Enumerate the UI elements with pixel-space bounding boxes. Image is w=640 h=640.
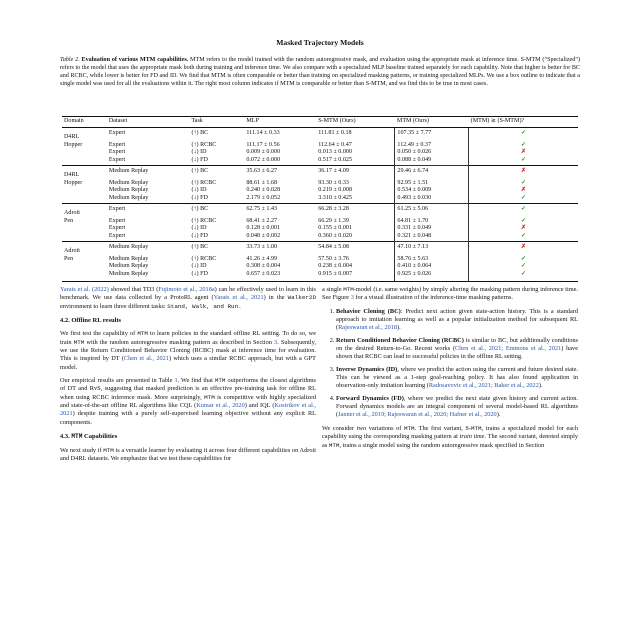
table-row [62, 180, 578, 188]
mlp-cell: 0.009 ± 0.000 [246, 149, 281, 156]
check-icon: ✓ [521, 157, 527, 163]
mlp-cell: 111.14 ± 0.33 [244, 127, 316, 141]
citation-link[interactable]: Kostrikov et al., 2021 [60, 402, 316, 418]
dataset-cell: Expert [108, 149, 126, 156]
task-cell: (↑) RCBC [191, 141, 217, 148]
table-row [62, 165, 578, 179]
mlp-cell: 41.26 ± 4.99 [246, 255, 278, 262]
dataset-cell: Expert [108, 217, 126, 224]
task-cell: (↑) RCBC [191, 217, 217, 224]
mlp-cell: 33.73 ± 1.00 [244, 241, 316, 255]
mlp-cell: 0.128 ± 0.001 [246, 225, 281, 232]
domain-cell: Pen [64, 255, 74, 262]
mlp-cell: 2.179 ± 0.052 [246, 195, 281, 201]
table-row [62, 233, 578, 241]
dataset-cell: Medium Replay [107, 165, 190, 179]
mtm-cell: 58.76 ± 5.63 [395, 256, 469, 264]
cross-icon: ✗ [469, 165, 578, 179]
smtm-cell: 93.30 ± 0.33 [318, 179, 349, 186]
task-cell: (↓) ID [191, 263, 207, 270]
citation-link[interactable]: Rajeswaran et al., 2018 [338, 324, 398, 332]
masking-paragraph: a single MTM-model (i.e. same weights) by simply altering the masking pattern during inference time. See Figure 3 for a visual illustration of the inference-time masking patterns. [322, 286, 578, 302]
domain-cell: Pen [64, 217, 74, 224]
dataset-cell: Medium Replay [108, 255, 149, 262]
mtm-cell: 107.35 ± 7.77 [395, 127, 469, 141]
header-smtm: S-MTM (Ours) [316, 117, 395, 128]
mtm-cell: 92.95 ± 1.51 [395, 180, 469, 188]
table-row [62, 195, 578, 203]
task-names: Stand, Walk, and Run. [167, 302, 242, 310]
task-cell: (↓) ID [191, 187, 207, 194]
table-row [62, 241, 578, 255]
mlp-cell: 0.657 ± 0.023 [244, 271, 316, 281]
task-cell: (↑) BC [189, 165, 244, 179]
smtm-cell: 112.64 ± 0.47 [318, 141, 352, 148]
dataset-cell: Medium Replay [107, 241, 190, 255]
check-icon: ✓ [521, 195, 527, 201]
list-item-rcbc: 2. Return Conditioned Behavior Cloning (RCBC) is similar to BC, but additionally conditions on the desired Return-to-Go. Recent works (Chen et al., 2021; Emmons et al., 2021) have shown that RCBC can lead to successful policies in the offline RL setting. [336, 337, 578, 362]
table-row [62, 142, 578, 150]
smtm-cell: 111.81 ± 0.18 [316, 127, 395, 141]
left-column [60, 286, 316, 468]
caption-title: Evaluation of various MTM capabilities. [81, 57, 189, 63]
domain-cell [62, 157, 107, 165]
header-mtm: MTM (Ours) [395, 117, 469, 128]
header-dataset: Dataset [107, 117, 190, 128]
check-icon: ✓ [521, 263, 527, 270]
domain-cell [62, 271, 107, 281]
table-row [62, 256, 578, 264]
list-item-fd: 4. Forward Dynamics (FD), where we predict the next state given history and current action. Forward dynamics models are an integral component of several model-based RL algorithms (Janner et al., 2019; Rajeswaran et al., 2020; Hafner et al., 2020). [336, 395, 578, 420]
check-icon: ✓ [521, 179, 527, 186]
smtm-cell: 0.360 ± 0.020 [318, 233, 353, 239]
check-icon: ✓ [469, 127, 578, 141]
dataset-cell: Medium Replay [108, 187, 149, 194]
citation-link[interactable]: Janner et al., 2019; Rajeswaran et al., 2020; Hafner et al., 2020 [338, 411, 497, 419]
smtm-cell: 57.50 ± 3.76 [318, 255, 349, 262]
dataset-cell: Expert [108, 225, 126, 232]
domain-cell: Hopper [64, 141, 83, 148]
header-task: Task [189, 117, 244, 128]
check-icon: ✓ [469, 271, 578, 281]
table-caption [60, 56, 580, 88]
running-head: Masked Trajectory Models [276, 38, 364, 47]
domain-cell: D4RL [62, 165, 107, 179]
section-link[interactable]: 3 [274, 338, 278, 346]
caption-text: MTM refers to the model trained with the random autoregressive mask, and evaluation using the appropriate mask at inference time. S-MTM (“Specialized”) refers to the model that uses the appropriate mask both during training and inference time. We also compare with a specialized MLP baseline trained separately for each capability. Note that higher is better for BC and RCBC, while lower is better for FD and ID. We find that MTM is often comparable or better than training on specialized masking patterns, or training specialized MLPs. We use a box outline to indicate that a single model was used for all the evaluations within it. The right most column indicates if MTM is comparable or better than S-MTM, and we find this to be true in most cases. [60, 57, 580, 88]
mlp-cell: 0.240 ± 0.028 [246, 187, 281, 194]
citation-link[interactable]: Yarats et al. (2022) [60, 286, 109, 293]
table-row [62, 203, 578, 217]
task-cell: (↓) FD [191, 195, 208, 201]
domain-cell [62, 149, 107, 157]
table-row [62, 225, 578, 233]
smtm-cell: 66.28 ± 3.28 [316, 203, 395, 217]
header-comparison: (MTM) ≳ (S-MTM)? [469, 117, 578, 128]
smtm-cell: 54.84 ± 5.08 [316, 241, 395, 255]
table-row [62, 157, 578, 165]
dataset-cell: Expert [108, 157, 126, 163]
task-cell: (↓) ID [191, 225, 207, 232]
env-name: Walker2D [287, 294, 316, 302]
mtm-cell: 0.925 ± 0.026 [395, 271, 469, 281]
check-icon: ✓ [469, 203, 578, 217]
mtm-cell: 47.10 ± 7.13 [395, 241, 469, 255]
dataset-cell: Medium Replay [108, 179, 149, 186]
caption-label: Table 2. [60, 57, 80, 63]
domain-cell: Hopper [64, 179, 83, 186]
smtm-cell: 0.155 ± 0.001 [318, 225, 353, 232]
smtm-cell: 66.29 ± 1.39 [318, 217, 349, 224]
cross-icon: ✗ [521, 149, 527, 156]
mtm-cell: 0.331 ± 0.049 [395, 225, 469, 233]
table-row [62, 127, 578, 141]
domain-cell: Adroit [62, 203, 107, 217]
list-item-id: 3. Inverse Dynamics (ID), where we predict the action using the current and future desired state. This can be viewed as a 1-step goal-reaching policy. It has also found application in observation-only imitation learning (Radosavovic et al., 2021; Baker et al., 2022). [336, 366, 578, 391]
mtm-cell: 0.493 ± 0.030 [395, 195, 469, 203]
cross-icon: ✗ [521, 225, 527, 232]
table-row [62, 263, 578, 271]
task-cell: (↓) FD [191, 233, 208, 239]
mlp-cell: 111.17 ± 0.56 [246, 141, 280, 148]
section-heading-capabilities: 4.3. MTM Capabilities [60, 433, 118, 441]
task-cell: (↑) BC [189, 127, 244, 141]
mlp-cell: 0.048 ± 0.002 [246, 233, 281, 239]
smtm-cell: 0.915 ± 0.007 [316, 271, 395, 281]
dataset-cell: Expert [108, 233, 126, 239]
section-heading-offline-rl: 4.2. Offline RL results [60, 317, 122, 325]
mtm-cell: 0.088 ± 0.049 [395, 157, 469, 165]
citation-link[interactable]: Fujimoto et al., 2018a [158, 286, 215, 293]
domain-cell [62, 225, 107, 233]
domain-cell [62, 263, 107, 271]
citation-link[interactable]: Radosavovic et al., 2021; Baker et al., 2022 [428, 382, 539, 390]
dataset-cell: Expert [108, 141, 126, 148]
domain-cell: D4RL [62, 127, 107, 141]
dataset-cell: Medium Replay [107, 271, 190, 281]
citation-link[interactable]: Chen et al., 2021; Emmons et al., 2021 [455, 345, 562, 353]
right-column [322, 286, 578, 455]
domain-cell: Adroit [62, 241, 107, 255]
table-row [62, 149, 578, 157]
mtm-cell: 0.050 ± 0.026 [395, 149, 469, 157]
check-icon: ✓ [521, 217, 527, 224]
domain-cell [62, 187, 107, 195]
mlp-cell: 68.41 ± 2.27 [246, 217, 278, 224]
table-header-row [62, 117, 578, 128]
check-icon: ✓ [521, 233, 527, 239]
smtm-cell: 3.310 ± 0.425 [318, 195, 353, 201]
results-table [62, 116, 578, 282]
header-mlp: MLP [244, 117, 316, 128]
header-domain: Domain [62, 117, 107, 128]
mtm-cell: 0.321 ± 0.048 [395, 233, 469, 241]
smtm-cell: 0.517 ± 0.025 [318, 157, 353, 163]
mlp-cell: 0.308 ± 0.004 [246, 263, 281, 270]
figure-link[interactable]: 3 [350, 294, 354, 302]
dataset-cell: Medium Replay [108, 195, 149, 201]
walker-paragraph: Yarats et al. (2022) showed that TD3 (Fujimoto et al., 2018a) can be effectively used to learn in this benchmark. We use data collected by a ProtoRL agent (Yarats et al., 2021) in the Walker2D environment to learn three different tasks: Stand, Walk, and Run. [60, 286, 316, 310]
task-cell: (↑) RCBC [191, 179, 217, 186]
domain-cell [62, 195, 107, 203]
smtm-cell: 36.17 ± 4.09 [316, 165, 395, 179]
smtm-cell: 0.219 ± 0.008 [318, 187, 353, 194]
mtm-cell: 29.46 ± 6.74 [395, 165, 469, 179]
task-cell: (↓) FD [191, 157, 208, 163]
task-cell: (↑) BC [189, 203, 244, 217]
check-icon: ✓ [521, 255, 527, 262]
mlp-cell: 88.61 ± 1.68 [246, 179, 278, 186]
task-cell: (↑) RCBC [191, 255, 217, 262]
dataset-cell: Expert [107, 203, 190, 217]
mtm-cell: 0.410 ± 0.064 [395, 263, 469, 271]
list-item-bc: 1. Behavior Cloning (BC): Predict next action given state-action history. This is a standard approach to imitation learning as well as a popular initialization method for subsequent RL (Rajeswaran et al., 2018). [336, 308, 578, 333]
mlp-cell: 0.072 ± 0.000 [246, 157, 281, 163]
mtm-cell: 61.25 ± 5.06 [395, 203, 469, 217]
capabilities-paragraph: We next study if MTM is a versatile learner by evaluating it across four different capabilities on Adroit and D4RL datasets. We emphasize that we test these capabilities for [60, 446, 316, 462]
citation-link[interactable]: Chen et al., 2021 [123, 355, 169, 363]
table-body [62, 127, 578, 281]
mtm-cell: 64.81 ± 1.70 [395, 218, 469, 226]
smtm-cell: 0.013 ± 0.000 [318, 149, 353, 156]
table-row [62, 187, 578, 195]
mtm-cell: 0.534 ± 0.009 [395, 187, 469, 195]
mlp-cell: 62.75 ± 1.43 [244, 203, 316, 217]
dataset-cell: Expert [107, 127, 190, 141]
offline-paragraph-1: We first test the capability of MTM to learn policies in the standard offline RL setting. To do so, we train MTM with the random autoregressive masking pattern as described in Section 3. Subsequently, we use the Return Conditioned Behavior Cloning (RCBC) mask at inference time for evaluation. This is inspired by DT (Chen et al., 2021) which uses a similar RCBC approach, but with a GPT model. [60, 330, 316, 371]
task-cell: (↓) ID [191, 149, 207, 156]
dataset-cell: Medium Replay [108, 263, 149, 270]
cross-icon: ✗ [469, 241, 578, 255]
table-link[interactable]: 1 [174, 377, 178, 385]
task-cell: (↓) FD [189, 271, 244, 281]
mtm-cell: 112.49 ± 0.37 [395, 142, 469, 150]
smtm-cell: 0.238 ± 0.004 [318, 263, 353, 270]
check-icon: ✓ [521, 141, 527, 148]
citation-link[interactable]: Kumar et al., 2020 [196, 402, 245, 410]
task-cell: (↑) BC [189, 241, 244, 255]
table-row [62, 271, 578, 281]
domain-cell [62, 233, 107, 241]
offline-paragraph-2: Our empirical results are presented in Table 1. We find that MTM outperforms the closest algorithms of DT and RvS, suggesting that masked prediction is an effective pre-training task for offline RL when using RCBC inference mask. More surprisingly, MTM is competitive with highly specialized and state-of-the-art offline RL algorithms like CQL (Kumar et al., 2020) and IQL (Kostrikov et al., 2021) despite training with a purely self-supervised learning objective without any explicit RL components. [60, 377, 316, 426]
capability-list [322, 308, 578, 420]
variants-paragraph: We consider two variations of MTM. The first variant, S-MTM, trains a specialized model for each capability using the corresponding masking pattern at train time. The second variant, denoted simply as MTM, trains a single model using the random autoregressive mask specified in Section [322, 424, 578, 449]
mlp-cell: 35.63 ± 6.27 [244, 165, 316, 179]
table-row [62, 218, 578, 226]
citation-link[interactable]: Yarats et al., 2021 [213, 294, 264, 302]
cross-icon: ✗ [521, 187, 527, 194]
